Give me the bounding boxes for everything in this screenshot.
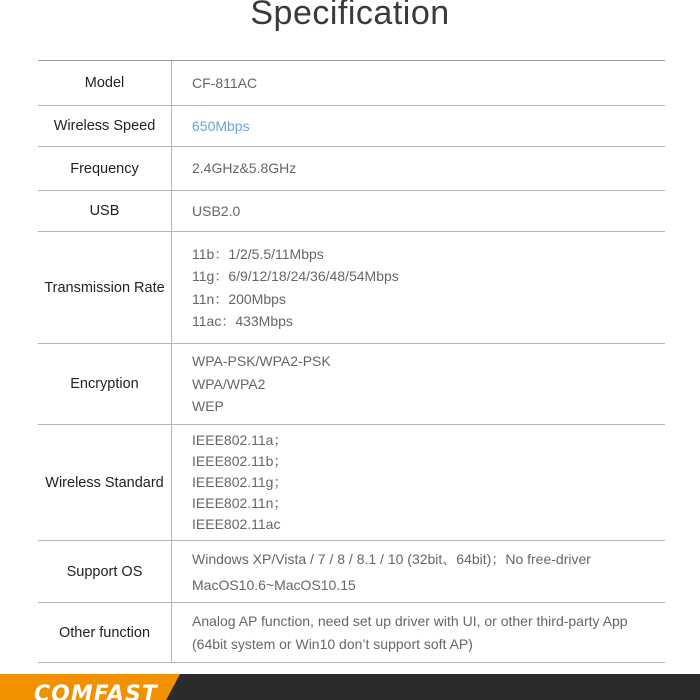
spec-value-line: WPA/WPA2	[192, 375, 266, 392]
spec-value-line: 11ac：433Mbps	[192, 313, 293, 329]
spec-row-wireless-speed	[38, 106, 665, 147]
spec-row-usb	[38, 191, 665, 232]
brand-footer-bar	[0, 674, 700, 700]
spec-label: Model	[38, 61, 172, 105]
spec-value	[172, 232, 665, 343]
spec-value-line: IEEE802.11a；	[192, 432, 288, 448]
spec-value-line: 2.4GHz&5.8GHz	[192, 160, 297, 177]
spec-value	[172, 147, 665, 190]
spec-table	[38, 60, 665, 663]
spec-value-line: 650Mbps	[192, 117, 250, 134]
spec-row-model	[38, 61, 665, 106]
spec-value	[172, 603, 665, 662]
spec-value-line: Windows XP/Vista / 7 / 8 / 8.1 / 10 (32bit、64bit)；No free-driver	[192, 550, 591, 567]
spec-value-line: MacOS10.6~MacOS10.15	[192, 576, 356, 593]
spec-row-transmission-rate	[38, 232, 665, 344]
spec-row-encryption	[38, 344, 665, 425]
spec-label: Encryption	[38, 344, 172, 424]
spec-label: Wireless Speed	[38, 106, 172, 146]
spec-value-line: WEP	[192, 398, 224, 415]
spec-value	[172, 61, 665, 105]
spec-label: Transmission Rate	[38, 232, 172, 343]
footer-dark-stripe	[159, 674, 700, 700]
spec-value-line: (64bit system or Win10 don’t support soft AP)	[192, 635, 473, 652]
spec-value	[172, 191, 665, 231]
spec-value	[172, 541, 665, 602]
spec-row-wireless-standard	[38, 425, 665, 541]
spec-row-support-os	[38, 541, 665, 603]
spec-value-line: IEEE802.11g；	[192, 474, 288, 490]
spec-value-line: 11g：6/9/12/18/24/36/48/54Mbps	[192, 268, 399, 284]
spec-value	[172, 106, 665, 146]
spec-value-line: 11b：1/2/5.5/11Mbps	[192, 245, 324, 262]
spec-value-line: Analog AP function, need set up driver with UI, or other third-party App	[192, 613, 628, 629]
spec-label: Frequency	[38, 147, 172, 190]
spec-row-frequency	[38, 147, 665, 191]
spec-value	[172, 344, 665, 424]
spec-value-line: WPA-PSK/WPA2-PSK	[192, 353, 331, 370]
spec-row-other-function	[38, 603, 665, 663]
brand-logo: COMFAST	[34, 682, 158, 700]
spec-value-line: USB2.0	[192, 202, 241, 219]
spec-value	[172, 425, 665, 540]
spec-value-line: IEEE802.11n；	[192, 495, 288, 511]
spec-label: Other function	[38, 603, 172, 662]
spec-value-line: IEEE802.11ac	[192, 516, 281, 532]
page-title: Specification	[250, 0, 450, 32]
spec-value-line: 11n：200Mbps	[192, 290, 286, 307]
spec-value-line: IEEE802.11b；	[192, 453, 288, 469]
spec-value-line: CF-811AC	[192, 74, 258, 91]
spec-label: Wireless Standard	[38, 425, 172, 540]
spec-label: USB	[38, 191, 172, 231]
spec-label: Support OS	[38, 541, 172, 602]
